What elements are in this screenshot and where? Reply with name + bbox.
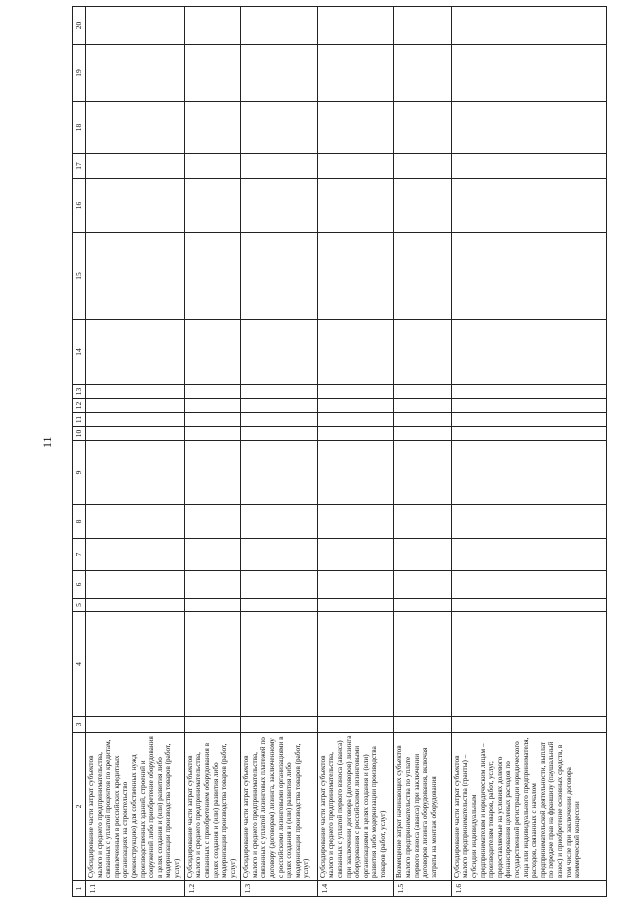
- empty-cell: [184, 441, 240, 505]
- empty-cell: [394, 45, 451, 102]
- empty-cell: [317, 399, 394, 413]
- row-number: 1.5: [394, 881, 451, 897]
- empty-cell: [394, 399, 451, 413]
- empty-cell: [317, 612, 394, 717]
- empty-cell: [241, 102, 318, 154]
- empty-cell: [317, 385, 394, 399]
- column-number-cell: 4: [73, 612, 86, 717]
- empty-cell: [184, 599, 240, 612]
- column-number-cell: 19: [73, 45, 86, 102]
- empty-cell: [317, 717, 394, 733]
- column-number-cell: 2: [73, 733, 86, 881]
- empty-cell: [317, 505, 394, 539]
- row-number: 1.3: [241, 881, 318, 897]
- column-number-cell: 12: [73, 399, 86, 413]
- row-description: Субсидирование части затрат субъектов малого предпринимательства (гранты) – субсидии индивидуальным предпринимателям и юридическим лицам – производителям товаров, работ, услуг, предоставляемые на условиях долевого финансирования целевых расходов по государственной регистрации юридического лица или индивидуального предпринимателя, расходов, связанных с началом предпринимательской деятельности, выплат по передаче прав на франшизу (паушальный взнос) и приобретение основных средств, в том числе при заключении договора коммерческой концессии: [451, 733, 606, 881]
- row-number: 1.1: [86, 881, 185, 897]
- column-number-cell: 14: [73, 320, 86, 385]
- empty-cell: [184, 717, 240, 733]
- empty-cell: [451, 539, 606, 571]
- empty-cell: [241, 399, 318, 413]
- empty-cell: [86, 441, 185, 505]
- empty-cell: [317, 233, 394, 320]
- empty-cell: [394, 571, 451, 599]
- empty-cell: [241, 45, 318, 102]
- empty-cell: [86, 102, 185, 154]
- column-number-cell: 8: [73, 505, 86, 539]
- empty-cell: [394, 717, 451, 733]
- table-row: [86, 7, 185, 897]
- empty-cell: [451, 45, 606, 102]
- empty-cell: [394, 599, 451, 612]
- empty-cell: [184, 233, 240, 320]
- table-row: [451, 7, 606, 897]
- empty-cell: [184, 102, 240, 154]
- empty-cell: [86, 179, 185, 233]
- empty-cell: [241, 385, 318, 399]
- empty-cell: [451, 154, 606, 179]
- empty-cell: [451, 571, 606, 599]
- row-description: Возмещение затрат начинающих субъектов малого предпринимательства по уплате первого взноса (аванса) при заключении договоров лизинга оборудования, включая затраты на монтаж оборудования: [394, 733, 451, 881]
- empty-cell: [184, 427, 240, 441]
- empty-cell: [241, 7, 318, 45]
- empty-cell: [317, 413, 394, 427]
- empty-cell: [241, 441, 318, 505]
- empty-cell: [184, 154, 240, 179]
- table-row: [394, 7, 451, 897]
- empty-cell: [86, 427, 185, 441]
- empty-cell: [184, 413, 240, 427]
- empty-cell: [317, 539, 394, 571]
- empty-cell: [184, 179, 240, 233]
- page-number: 11: [40, 436, 54, 448]
- table-row: [317, 7, 394, 897]
- empty-cell: [184, 45, 240, 102]
- empty-cell: [184, 571, 240, 599]
- empty-cell: [184, 539, 240, 571]
- empty-cell: [451, 717, 606, 733]
- row-number: 1.4: [317, 881, 394, 897]
- empty-cell: [317, 45, 394, 102]
- empty-cell: [451, 102, 606, 154]
- program-table: [72, 6, 607, 897]
- empty-cell: [451, 233, 606, 320]
- empty-cell: [184, 399, 240, 413]
- empty-cell: [86, 599, 185, 612]
- empty-cell: [317, 599, 394, 612]
- empty-cell: [184, 505, 240, 539]
- empty-cell: [86, 399, 185, 413]
- empty-cell: [86, 154, 185, 179]
- column-number-cell: 5: [73, 599, 86, 612]
- column-number-cell: 15: [73, 233, 86, 320]
- row-number: 1.6: [451, 881, 606, 897]
- empty-cell: [86, 233, 185, 320]
- column-number-cell: 10: [73, 427, 86, 441]
- empty-cell: [241, 612, 318, 717]
- column-number-cell: 1: [73, 881, 86, 897]
- column-number-cell: 6: [73, 571, 86, 599]
- column-number-cell: 16: [73, 179, 86, 233]
- empty-cell: [241, 599, 318, 612]
- rotated-table-wrapper: [72, 7, 607, 897]
- empty-cell: [184, 320, 240, 385]
- column-number-cell: 3: [73, 717, 86, 733]
- column-number-cell: 18: [73, 102, 86, 154]
- column-number-cell: 7: [73, 539, 86, 571]
- empty-cell: [241, 505, 318, 539]
- column-number-cell: 9: [73, 441, 86, 505]
- empty-cell: [394, 427, 451, 441]
- empty-cell: [241, 571, 318, 599]
- empty-cell: [317, 154, 394, 179]
- empty-cell: [86, 505, 185, 539]
- row-description: Субсидирование части затрат субъектов малого и среднего предпринимательства, связанных с приобретением оборудования в целях создания и (или) развития либо модернизации производства товаров (работ, услуг): [184, 733, 240, 881]
- empty-cell: [451, 427, 606, 441]
- empty-cell: [184, 612, 240, 717]
- empty-cell: [451, 385, 606, 399]
- empty-cell: [317, 7, 394, 45]
- empty-cell: [86, 612, 185, 717]
- header-row: [73, 7, 86, 897]
- row-description: Субсидирование части затрат субъектов малого и среднего предпринимательства, связанных с уплатой первого взноса (аванса) при заключении договора (договоров) лизинга оборудования с российскими лизинговыми организациями в целях создания и (или) развития либо модернизации производства товаров (работ, услуг): [317, 733, 394, 881]
- empty-cell: [394, 612, 451, 717]
- empty-cell: [241, 427, 318, 441]
- empty-cell: [394, 7, 451, 45]
- empty-cell: [241, 179, 318, 233]
- empty-cell: [86, 320, 185, 385]
- empty-cell: [394, 154, 451, 179]
- empty-cell: [317, 571, 394, 599]
- empty-cell: [241, 320, 318, 385]
- empty-cell: [86, 45, 185, 102]
- column-number-cell: 17: [73, 154, 86, 179]
- column-number-cell: 20: [73, 7, 86, 45]
- empty-cell: [394, 385, 451, 399]
- empty-cell: [451, 179, 606, 233]
- empty-cell: [241, 717, 318, 733]
- empty-cell: [86, 413, 185, 427]
- column-number-cell: 13: [73, 385, 86, 399]
- empty-cell: [394, 539, 451, 571]
- table-row: [184, 7, 240, 897]
- empty-cell: [86, 539, 185, 571]
- empty-cell: [451, 599, 606, 612]
- row-description: Субсидирование части затрат субъектов малого и среднего предпринимательства, связанных с уплатой процентов по кредитам, привлеченным в российских кредитных организациях на строительство (реконструкцию) для собственных нужд производственных зданий, строений и сооружений либо приобретение оборудования в целях создания и (или) развития либо модернизации производства товаров (работ, услуг): [86, 733, 185, 881]
- empty-cell: [317, 102, 394, 154]
- empty-cell: [451, 612, 606, 717]
- row-number: 1.2: [184, 881, 240, 897]
- empty-cell: [317, 320, 394, 385]
- empty-cell: [394, 102, 451, 154]
- empty-cell: [241, 233, 318, 320]
- empty-cell: [241, 413, 318, 427]
- empty-cell: [451, 505, 606, 539]
- empty-cell: [451, 320, 606, 385]
- row-description: Субсидирование части затрат субъектов малого и среднего предпринимательства, связанных с уплатой лизинговых платежей по договору (договорам) лизинга, заключенному с российскими лизинговыми организациями в целях создания и (или) развития либо модернизации производства товаров (работ, услуг): [241, 733, 318, 881]
- empty-cell: [394, 233, 451, 320]
- empty-cell: [451, 413, 606, 427]
- empty-cell: [394, 413, 451, 427]
- empty-cell: [394, 441, 451, 505]
- empty-cell: [394, 505, 451, 539]
- empty-cell: [241, 154, 318, 179]
- empty-cell: [86, 7, 185, 45]
- empty-cell: [86, 571, 185, 599]
- empty-cell: [86, 385, 185, 399]
- table-row: [241, 7, 318, 897]
- empty-cell: [394, 320, 451, 385]
- column-number-cell: 11: [73, 413, 86, 427]
- empty-cell: [317, 179, 394, 233]
- empty-cell: [317, 441, 394, 505]
- empty-cell: [451, 441, 606, 505]
- empty-cell: [86, 717, 185, 733]
- empty-cell: [184, 385, 240, 399]
- empty-cell: [184, 7, 240, 45]
- empty-cell: [451, 7, 606, 45]
- empty-cell: [451, 399, 606, 413]
- empty-cell: [241, 539, 318, 571]
- empty-cell: [394, 179, 451, 233]
- empty-cell: [317, 427, 394, 441]
